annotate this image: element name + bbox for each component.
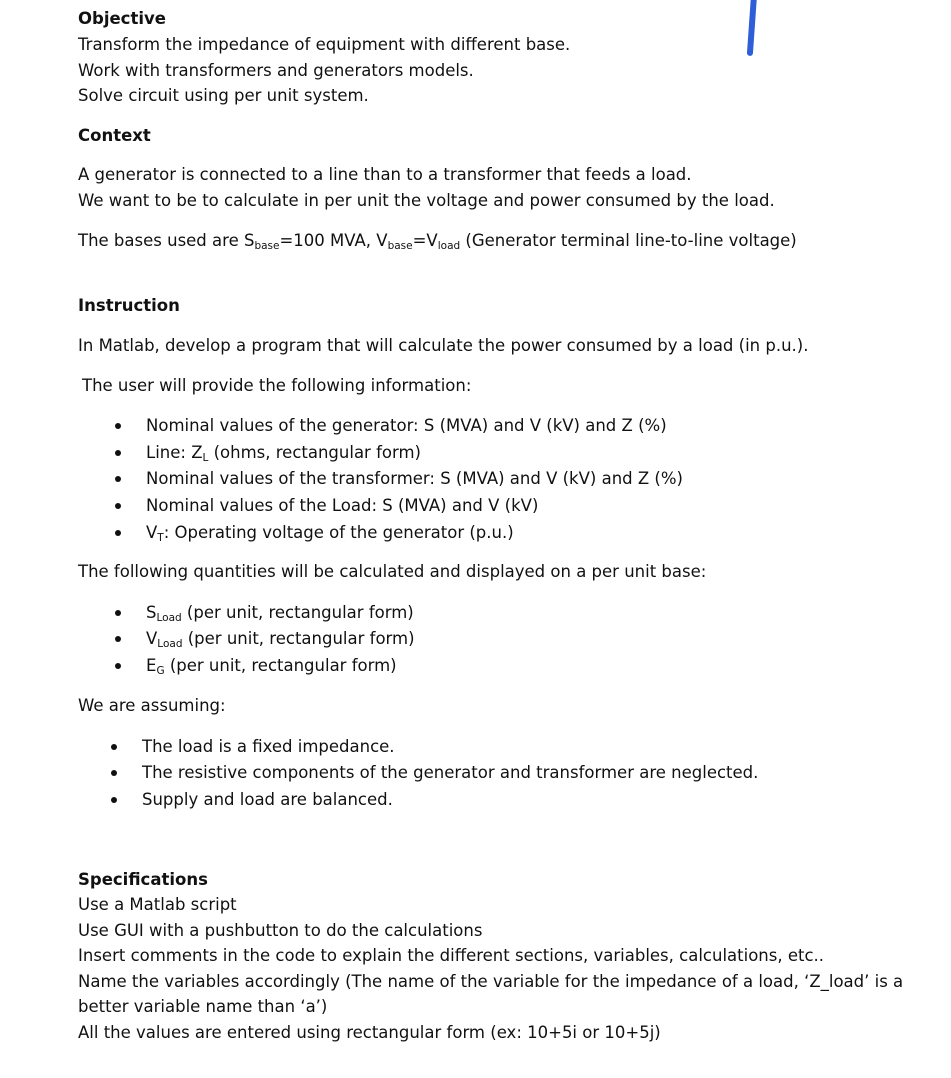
spec-line-2: Use GUI with a pushbutton to do the calculations (78, 921, 483, 940)
input-load: Nominal values of the Load: S (MVA) and V (kV) (146, 496, 539, 515)
bullet-icon (115, 530, 121, 536)
user-provides-line: The user will provide the following information: (82, 376, 472, 395)
spec-line-1: Use a Matlab script (78, 895, 237, 914)
bullet-icon (115, 423, 121, 429)
input-line: Line: $Z_L$ (ohms, rectangular form) (146, 443, 421, 464)
spec-line-3: Insert comments in the code to explain the different sections, variables, calculations, etc.. (78, 946, 825, 965)
context-line-2: We want to be to calculate in per unit the voltage and power consumed by the load. (78, 191, 775, 210)
bullet-icon (111, 797, 117, 803)
assumption-1: The load is a fixed impedance. (142, 737, 395, 756)
bullet-icon (111, 770, 117, 776)
bullet-icon (115, 610, 121, 616)
instruction-line-1: In Matlab, develop a program that will calculate the power consumed by a load (in p.u.). (78, 336, 809, 355)
context-heading: Context (78, 126, 151, 145)
bullet-icon (115, 450, 121, 456)
bullet-icon (115, 476, 121, 482)
output-sload: $S_{Load}$ (per unit, rectangular form) (146, 603, 414, 624)
spec-line-4: Name the variables accordingly (The name of the variable for the impedance of a load, ‘Z_load’ is a (78, 972, 904, 991)
bullet-icon (111, 744, 117, 750)
objective-line-2: Work with transformers and generators models. (78, 61, 474, 80)
assumption-2: The resistive components of the generator and transformer are neglected. (142, 763, 759, 782)
objective-line-1: Transform the impedance of equipment with different base. (78, 35, 571, 54)
spec-line-5: better variable name than ‘a’) (78, 997, 328, 1016)
bullet-icon (115, 503, 121, 509)
bases-line: The bases used are $S_{base}=100$ MVA, $V_{base}=V_{load}$ (Generator terminal line-to-line voltage) (78, 231, 797, 252)
calculated-intro: The following quantities will be calculated and displayed on a per unit base: (78, 562, 707, 581)
pen-mark (747, 0, 757, 56)
assumption-3: Supply and load are balanced. (142, 790, 393, 809)
input-transformer: Nominal values of the transformer: S (MVA) and V (kV) and Z (%) (146, 469, 683, 488)
instruction-heading: Instruction (78, 296, 180, 315)
specifications-heading: Specifications (78, 870, 208, 889)
input-vt: $V_T$: Operating voltage of the generator (p.u.) (146, 523, 514, 544)
bullet-icon (115, 663, 121, 669)
input-generator: Nominal values of the generator: S (MVA) and V (kV) and Z (%) (146, 416, 667, 435)
output-eg: $E_G$ (per unit, rectangular form) (146, 656, 397, 677)
objective-heading: Objective (78, 9, 166, 28)
context-line-1: A generator is connected to a line than to a transformer that feeds a load. (78, 165, 692, 184)
output-vload: $V_{Load}$ (per unit, rectangular form) (146, 629, 415, 650)
assuming-intro: We are assuming: (78, 696, 226, 715)
spec-line-6: All the values are entered using rectangular form (ex: 10+5i or 10+5j) (78, 1023, 661, 1042)
objective-line-3: Solve circuit using per unit system. (78, 86, 369, 105)
bullet-icon (115, 636, 121, 642)
